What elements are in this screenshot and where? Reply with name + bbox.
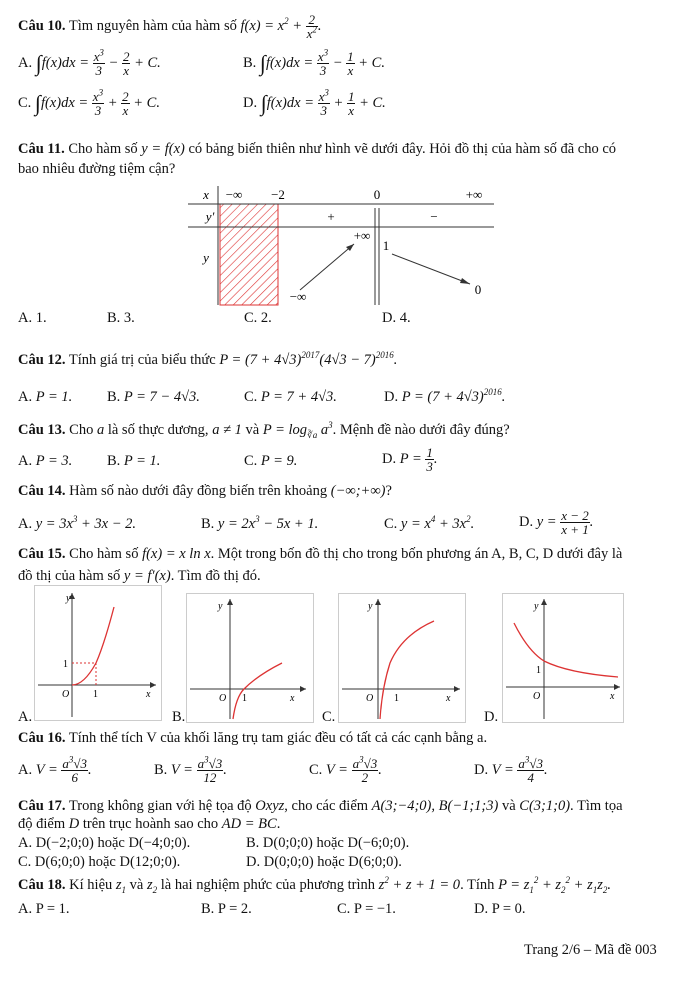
- q14-option-b[interactable]: B. $y = 2x^3 - 5x + 1$.: [201, 514, 319, 532]
- q18-option-b[interactable]: B. P = 2.: [201, 901, 252, 917]
- q11-option-d[interactable]: D. 4.: [382, 310, 411, 326]
- svg-text:O: O: [62, 689, 70, 700]
- q13-option-b[interactable]: B. P = 1.: [107, 453, 161, 469]
- q11-option-b[interactable]: B. 3.: [107, 310, 135, 326]
- q14-option-a[interactable]: A. $y = 3x^3 + 3x - 2$.: [18, 514, 137, 532]
- svg-text:x: x: [290, 693, 295, 704]
- q16-option-b[interactable]: B. V = $\frac{a^3√3}{12}$ .: [154, 754, 227, 785]
- sign-plus: +: [327, 209, 335, 224]
- row-label-y: y: [203, 250, 209, 265]
- q11-option-c[interactable]: C. 2.: [244, 310, 272, 326]
- increase-arrow: [300, 244, 354, 290]
- q13-option-d[interactable]: D. P = $\frac{1}{3}$ .: [382, 445, 438, 474]
- graph-b[interactable]: [186, 593, 314, 723]
- q10-option-b[interactable]: B. ∫f(x)dx = $\frac{x^3}{3}$ − $\frac{1}{x}$ + C.: [243, 47, 385, 78]
- q12-option-a[interactable]: A. P = 1.: [18, 389, 73, 405]
- q12-stem: Câu 12. Tính giá trị của biểu thức $P = (7 + 4√3)^{2017}(4√3 - 7)^{2016}$.: [18, 350, 398, 368]
- q16-option-d[interactable]: D. V = $\frac{a^3√3}{4}$ .: [474, 754, 548, 785]
- graph-d-label[interactable]: D.: [484, 709, 499, 725]
- svg-text:1: 1: [63, 659, 68, 670]
- q18-option-a[interactable]: A. P = 1.: [18, 901, 70, 917]
- graph-a-label[interactable]: A.: [18, 709, 33, 725]
- x-pos-inf: +∞: [465, 187, 483, 202]
- svg-text:y: y: [66, 593, 71, 604]
- graph-b-label[interactable]: B.: [172, 709, 186, 725]
- q16-option-c[interactable]: C. V = $\frac{a^3√3}{2}$ .: [309, 754, 382, 785]
- q17-option-c[interactable]: C. D(6;0;0) hoặc D(12;0;0).: [18, 854, 181, 870]
- q10-option-a[interactable]: A. ∫f(x)dx = $\frac{x^3}{3}$ − $\frac{2}{x}$ + C.: [18, 47, 161, 78]
- q16-option-a[interactable]: A. V = $\frac{a^3√3}{6}$ .: [18, 754, 92, 785]
- q16-stem: Câu 16. Tính thể tích V của khối lăng trụ tam giác đều có tất cả các cạnh bằng a.: [18, 730, 488, 746]
- svg-text:x: x: [446, 693, 451, 704]
- decrease-arrow: [392, 254, 470, 284]
- svg-text:x: x: [146, 689, 151, 700]
- q12-option-b[interactable]: B. P = 7 − 4√3.: [107, 389, 200, 405]
- y-one: 1: [382, 238, 390, 253]
- q11-stem-line2: bao nhiêu đường tiệm cận?: [18, 161, 176, 177]
- excluded-region: [220, 204, 278, 305]
- y-pos-inf: +∞: [353, 228, 371, 243]
- q14-stem: Câu 14. Hàm số nào dưới đây đồng biến trên khoảng (−∞;+∞)?: [18, 483, 392, 499]
- q10-stem: Câu 10. Tìm nguyên hàm của hàm số $f(x) = x^2$ + $\frac{2}{x^2}$ .: [18, 12, 322, 41]
- q17-option-d[interactable]: D. D(0;0;0) hoặc D(6;0;0).: [246, 854, 402, 870]
- graph-d[interactable]: [502, 593, 624, 723]
- svg-text:1: 1: [536, 665, 541, 676]
- q17-option-b[interactable]: B. D(0;0;0) hoặc D(−6;0;0).: [246, 835, 410, 851]
- svg-text:x: x: [610, 691, 615, 702]
- q15-stem-line2: đồ thị của hàm số y = f′(x). Tìm đồ thị đó.: [18, 568, 261, 584]
- svg-text:1: 1: [93, 689, 98, 700]
- q13-option-c[interactable]: C. P = 9.: [244, 453, 298, 469]
- q14-option-c[interactable]: C. $y = x^4 + 3x^2$.: [384, 514, 475, 532]
- page-footer: Trang 2/6 – Mã đề 003: [524, 942, 657, 958]
- x-minus-2: −2: [271, 187, 285, 202]
- q17-stem-line2: độ điểm D trên trục hoành sao cho AD = BC.: [18, 816, 281, 832]
- svg-text:1: 1: [242, 693, 247, 704]
- svg-text:y: y: [218, 601, 223, 612]
- q15-stem: Câu 15. Cho hàm số f(x) = x ln x. Một trong bốn đồ thị cho trong bốn phương án A, B, C, D dưới đây là: [18, 546, 623, 562]
- svg-text:y: y: [368, 601, 373, 612]
- svg-text:y: y: [534, 601, 539, 612]
- q13-stem: Câu 13. Cho a là số thực dương, a ≠ 1 và $P = \log_{∛a} a^3$. Mệnh đề nào dưới đây đúng?: [18, 420, 510, 440]
- q17-option-a[interactable]: A. D(−2;0;0) hoặc D(−4;0;0).: [18, 835, 191, 851]
- x-neg-inf: −∞: [225, 187, 243, 202]
- q17-stem: Câu 17. Trong không gian với hệ tọa độ Oxyz, cho các điểm A(3;−4;0), B(−1;1;3) và C(3;1;0). Tìm tọa: [18, 798, 623, 814]
- sign-minus: −: [430, 209, 438, 224]
- q12-option-c[interactable]: C. P = 7 + 4√3.: [244, 389, 337, 405]
- x-zero: 0: [373, 187, 381, 202]
- q13-option-a[interactable]: A. P = 3.: [18, 453, 73, 469]
- q11-stem: Câu 11. Cho hàm số y = f(x) có bảng biến thiên như hình vẽ dưới đây. Hỏi đồ thị của hàm số đã cho có: [18, 141, 617, 157]
- q10-function: $f(x) = x^2$ + $\frac{2}{x^2}$ .: [240, 12, 322, 41]
- graph-a[interactable]: [34, 585, 162, 721]
- q14-option-d[interactable]: D. y = $\frac{x - 2}{x + 1}$ .: [519, 508, 594, 537]
- q18-stem: Câu 18. Kí hiệu $z_1$ và $z_2$ là hai nghiệm phức của phương trình $z^2 + z + 1 = 0$. Tính $P = z_1^2 + z_2^2 + z_1z_2$.: [18, 875, 611, 895]
- q10-option-c[interactable]: C. ∫f(x)dx = $\frac{x^3}{3}$ + $\frac{2}{x}$ + C.: [18, 87, 160, 118]
- q12-option-d[interactable]: D. $P = (7 + 4√3)^{2016}$.: [384, 387, 506, 405]
- y-zero: 0: [474, 282, 482, 297]
- q18-option-d[interactable]: D. P = 0.: [474, 901, 526, 917]
- y-neg-inf: −∞: [289, 289, 307, 304]
- svg-text:O: O: [366, 693, 374, 704]
- graph-c-label[interactable]: C.: [322, 709, 336, 725]
- q10-label: Câu 10.: [18, 17, 66, 34]
- row-label-yprime: y': [205, 209, 215, 224]
- svg-text:O: O: [533, 691, 541, 702]
- variation-table: [188, 180, 494, 306]
- q11-option-a[interactable]: A. 1.: [18, 310, 47, 326]
- svg-text:1: 1: [394, 693, 399, 704]
- q10-option-d[interactable]: D. ∫f(x)dx = $\frac{x^3}{3}$ + $\frac{1}{x}$ + C.: [243, 87, 386, 118]
- svg-text:O: O: [219, 693, 227, 704]
- row-label-x: x: [203, 187, 209, 202]
- q18-option-c[interactable]: C. P = −1.: [337, 901, 396, 917]
- graph-c[interactable]: [338, 593, 466, 723]
